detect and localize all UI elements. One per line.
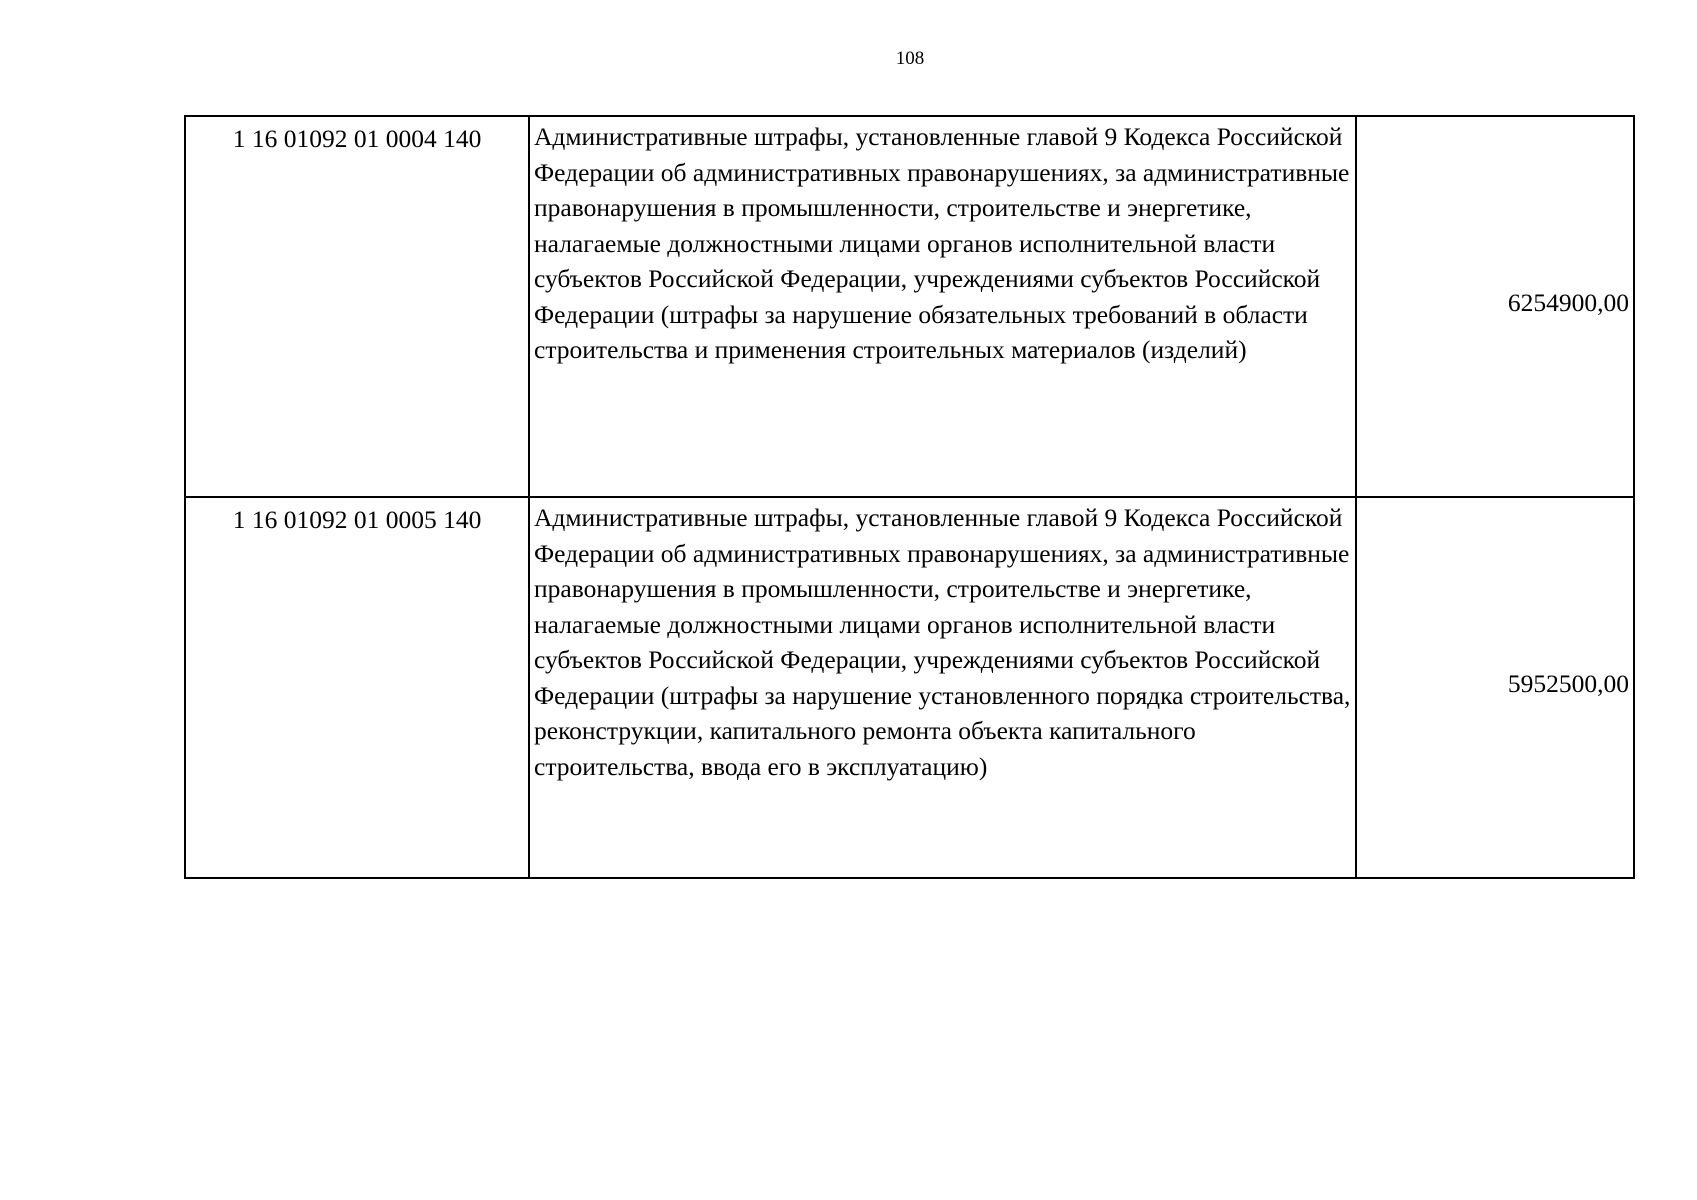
amount-cell: [1356, 497, 1634, 878]
code-cell: [185, 497, 529, 878]
revenue-table: [184, 115, 1635, 879]
description-text: Административные штрафы, установленные главой 9 Кодекса Российской Федерации об административных правонарушениях, за административные правонарушения в промышленности, строительстве и энергетике, налагаемые должностными лицами органов исполнительной власти субъектов Российской Федерации, учреждениями субъектов Российской Федерации (штрафы за нарушение обязательных требований в области строительства и применения строительных материалов (изделий): [534, 122, 1350, 364]
amount-value: 5952500,00: [1507, 668, 1629, 698]
description-cell: [529, 497, 1356, 878]
page-number: 108: [895, 48, 925, 69]
budget-code: 1 16 01092 01 0004 140: [232, 124, 482, 153]
amount-value: 6254900,00: [1507, 287, 1629, 317]
code-cell: [185, 116, 529, 497]
amount-cell: [1356, 116, 1634, 497]
budget-code: 1 16 01092 01 0005 140: [232, 505, 482, 534]
description-cell: [529, 116, 1356, 497]
description-text: Административные штрафы, установленные главой 9 Кодекса Российской Федерации об административных правонарушениях, за административные правонарушения в промышленности, строительстве и энергетике, налагаемые должностными лицами органов исполнительной власти субъектов Российской Федерации, учреждениями субъектов Российской Федерации (штрафы за нарушение установленного порядка строительства, реконструкции, капитального ремонта объекта капитального строительства, ввода его в эксплуатацию): [534, 503, 1351, 781]
table-row: [185, 116, 1634, 497]
table-row: [185, 497, 1634, 878]
